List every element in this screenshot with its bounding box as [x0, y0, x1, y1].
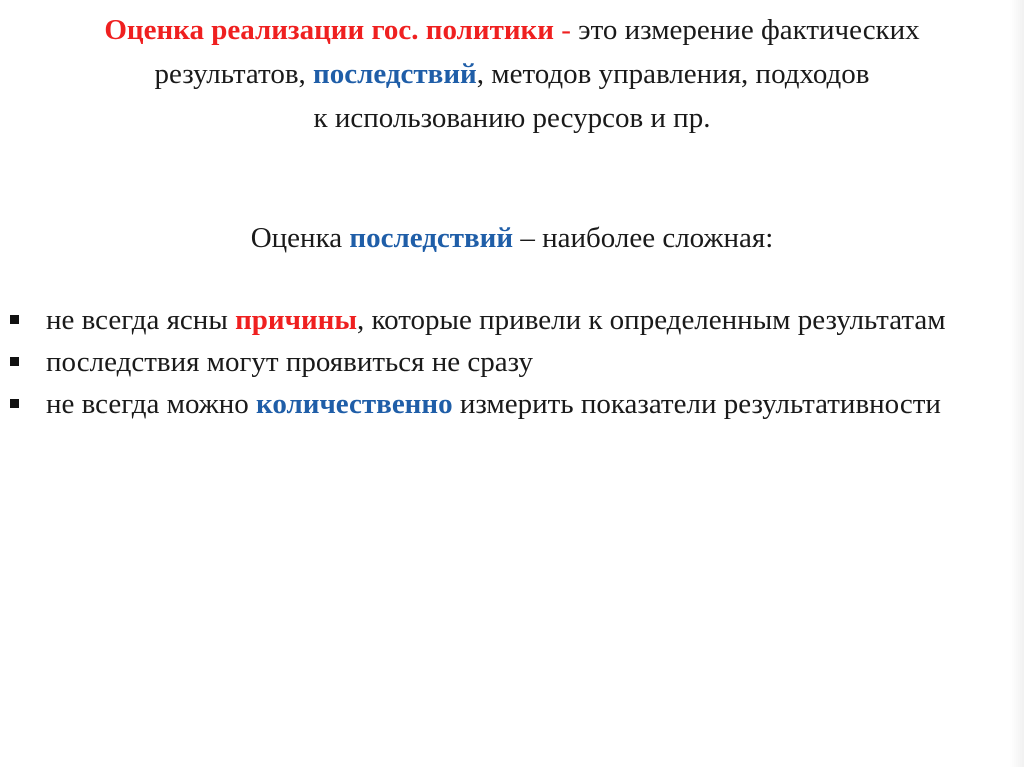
reason-text-end: , которые привели к определенным результатам — [357, 304, 946, 336]
definition-line2-start: результатов, — [154, 58, 314, 90]
reason-text: не всегда можно — [46, 388, 257, 420]
square-bullet-icon — [10, 315, 19, 324]
subheading — [10, 216, 1014, 260]
reason-text-end: измерить показатели результативности — [452, 388, 941, 420]
reason-highlight: причины — [235, 304, 358, 336]
list-item — [10, 384, 950, 424]
list-item — [10, 342, 950, 382]
definition-dash: - — [553, 14, 579, 46]
definition-lead: это измерение фактических — [578, 14, 920, 46]
definition-term: Оценка реализации гос. политики — [104, 14, 554, 46]
reason-text: последствия могут проявиться не сразу — [46, 346, 533, 378]
subheading-start: Оценка — [250, 222, 350, 254]
definition-paragraph — [10, 8, 1014, 140]
reason-highlight: количественно — [256, 388, 453, 420]
subheading-highlight: последствий — [349, 222, 514, 254]
reason-text: не всегда ясны — [46, 304, 236, 336]
subheading-end: – наиболее сложная: — [513, 222, 774, 254]
list-item — [10, 300, 950, 340]
definition-line3: к использованию ресурсов и пр. — [313, 102, 711, 134]
square-bullet-icon — [10, 399, 19, 408]
definition-highlight: последствий — [313, 58, 477, 90]
definition-line2-end: , методов управления, подходов — [476, 58, 870, 90]
reasons-list — [10, 300, 950, 426]
square-bullet-icon — [10, 357, 19, 366]
